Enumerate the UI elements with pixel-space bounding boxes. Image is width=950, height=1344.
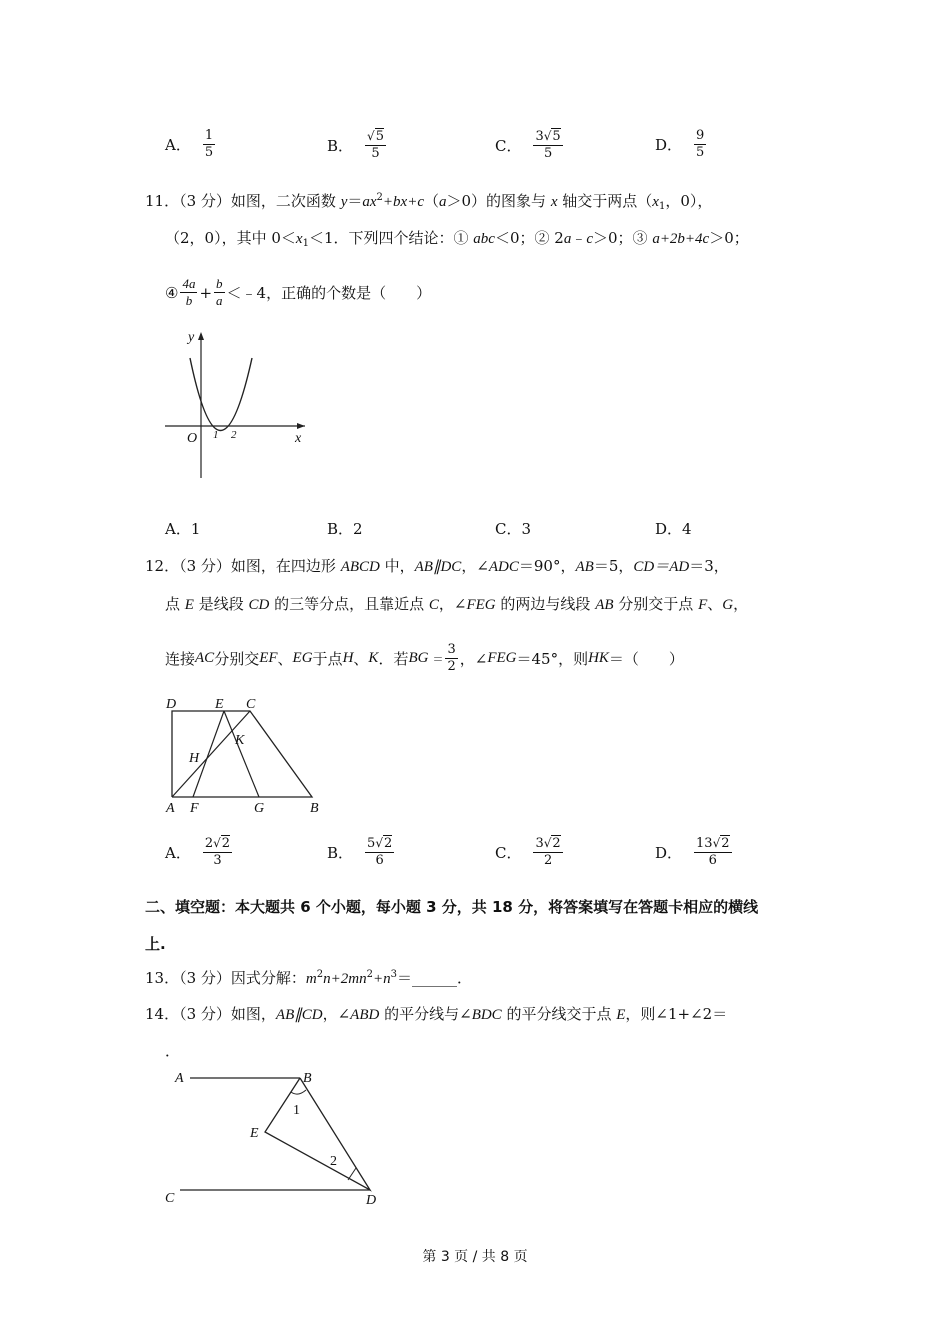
graph-y-label: y bbox=[188, 330, 195, 345]
x-axis-arrow bbox=[297, 423, 305, 429]
label-f: F bbox=[190, 801, 199, 816]
q14-line: 14．（3 分）如图，AB∥CD，∠ABD 的平分线与∠BDC 的平分线交于点 E，则∠1+∠2＝ bbox=[145, 1005, 728, 1023]
label-b: B bbox=[303, 1071, 312, 1086]
fraction: $\frac{4a}{b}$ bbox=[182, 276, 196, 308]
y-axis-arrow bbox=[198, 332, 204, 340]
q13-line: 13．（3 分）因式分解：$m^2n+2mn^2+n^3=\_\_\_\_\_\_$． bbox=[145, 969, 472, 987]
label-k: K bbox=[235, 733, 245, 748]
q14-parallel-lines-figure bbox=[160, 1062, 390, 1212]
q11-option-a: A．1 bbox=[165, 520, 201, 538]
label-g: G bbox=[254, 801, 265, 816]
fraction: $\frac{3}{2}$ bbox=[447, 642, 456, 674]
fraction: $\frac{3√2}{2}$ bbox=[535, 836, 561, 868]
label-c: C bbox=[165, 1191, 175, 1206]
page-footer: 第 3 页 / 共 8 页 bbox=[422, 1249, 528, 1265]
label-a: A bbox=[175, 1071, 184, 1086]
q12-line-2: 点 E 是线段 CD 的三等分点，且靠近点 C，∠FEG 的两边与线段 AB 分别交于点 F、G， bbox=[165, 595, 749, 613]
section-2-heading: 二、填空题：本大题共 6 个小题，每小题 3 分，共 18 分，将答案填写在答题卡相应的横线 bbox=[145, 898, 759, 916]
triangle-bed bbox=[265, 1078, 370, 1190]
segment-ac bbox=[172, 711, 250, 797]
q12-line-3: 连接 AC 分别交 EF 、 EG 于点 H 、 K ．若 BG ＝ $\frac{3}{2}$ ，∠ FEG ＝45°，则 HK ＝（ ） bbox=[165, 642, 684, 674]
section-2-heading-cont: 上. bbox=[145, 935, 166, 953]
q14-line-end: ． bbox=[165, 1042, 181, 1060]
label-angle-1: 1 bbox=[293, 1103, 300, 1118]
q10-option-d: D． $\frac{9}{5}$ bbox=[655, 128, 705, 160]
fraction: $\frac{2√2}{3}$ bbox=[204, 836, 231, 868]
q11-line-3: ④ $\frac{4a}{b}$ + $\frac{b}{a}$ ＜﹣4，正确的个数是（ ） bbox=[165, 276, 432, 308]
q12-line-1: 12．（3 分）如图，在四边形 ABCD 中，AB∥DC，∠ADC＝90°，AB＝5，CD＝AD＝3， bbox=[145, 557, 729, 575]
label-e: E bbox=[250, 1126, 259, 1141]
q10-option-c: C． $\frac{3√5}{5}$ bbox=[495, 129, 561, 161]
q12-option-c: C． $\frac{3√2}{2}$ bbox=[495, 836, 561, 868]
label-d: D bbox=[166, 697, 177, 712]
q12-quadrilateral-figure bbox=[160, 692, 335, 817]
graph-tick-2: 2 bbox=[231, 429, 237, 441]
q12-option-d: D． $\frac{13√2}{6}$ bbox=[655, 836, 730, 868]
label-h: H bbox=[189, 751, 200, 766]
q11-option-d: D．4 bbox=[655, 520, 692, 538]
q11-line-1: 11．（3 分）如图，二次函数 $y=ax^2+bx+c(a>0)$的图象与 x 轴交于两点（$x_1$，0）， bbox=[145, 192, 713, 212]
graph-origin-label: O bbox=[187, 431, 198, 446]
q11-parabola-graph bbox=[160, 328, 310, 483]
label-b: B bbox=[310, 801, 319, 816]
fraction: $\frac{3√5}{5}$ bbox=[535, 129, 561, 161]
q11-option-b: B．2 bbox=[327, 520, 363, 538]
label-e: E bbox=[215, 697, 224, 712]
label-angle-2: 2 bbox=[330, 1154, 337, 1169]
graph-x-label: x bbox=[295, 431, 302, 446]
fraction: $\frac{1}{5}$ bbox=[204, 128, 214, 160]
label-a: A bbox=[166, 801, 175, 816]
segment-eg bbox=[224, 711, 259, 797]
fraction: $\frac{9}{5}$ bbox=[696, 128, 705, 160]
q10-option-b: B． $\frac{√5}{5}$ bbox=[327, 129, 384, 161]
label-d: D bbox=[366, 1193, 377, 1208]
angle-2-arc bbox=[348, 1168, 356, 1180]
graph-tick-1: 1 bbox=[213, 429, 219, 441]
fraction: $\frac{√5}{5}$ bbox=[367, 129, 384, 161]
q10-option-a: A． $\frac{1}{5}$ bbox=[165, 128, 214, 160]
q12-option-a: A． $\frac{2√2}{3}$ bbox=[165, 836, 231, 868]
fraction: $\frac{13√2}{6}$ bbox=[696, 836, 730, 868]
fraction: $\frac{b}{a}$ bbox=[216, 276, 223, 308]
angle-1-arc bbox=[291, 1090, 306, 1094]
label-c: C bbox=[246, 697, 256, 712]
q11-line-2: （2，0），其中 $0<x_1<1$．下列四个结论：① abc＜0；② 2a﹣c＞0；③ a+2b+4c＞0； bbox=[165, 229, 749, 249]
fraction: $\frac{5√2}{6}$ bbox=[367, 836, 393, 868]
q11-option-c: C．3 bbox=[495, 520, 532, 538]
parabola-curve bbox=[190, 358, 252, 431]
q12-option-b: B． $\frac{5√2}{6}$ bbox=[327, 836, 393, 868]
